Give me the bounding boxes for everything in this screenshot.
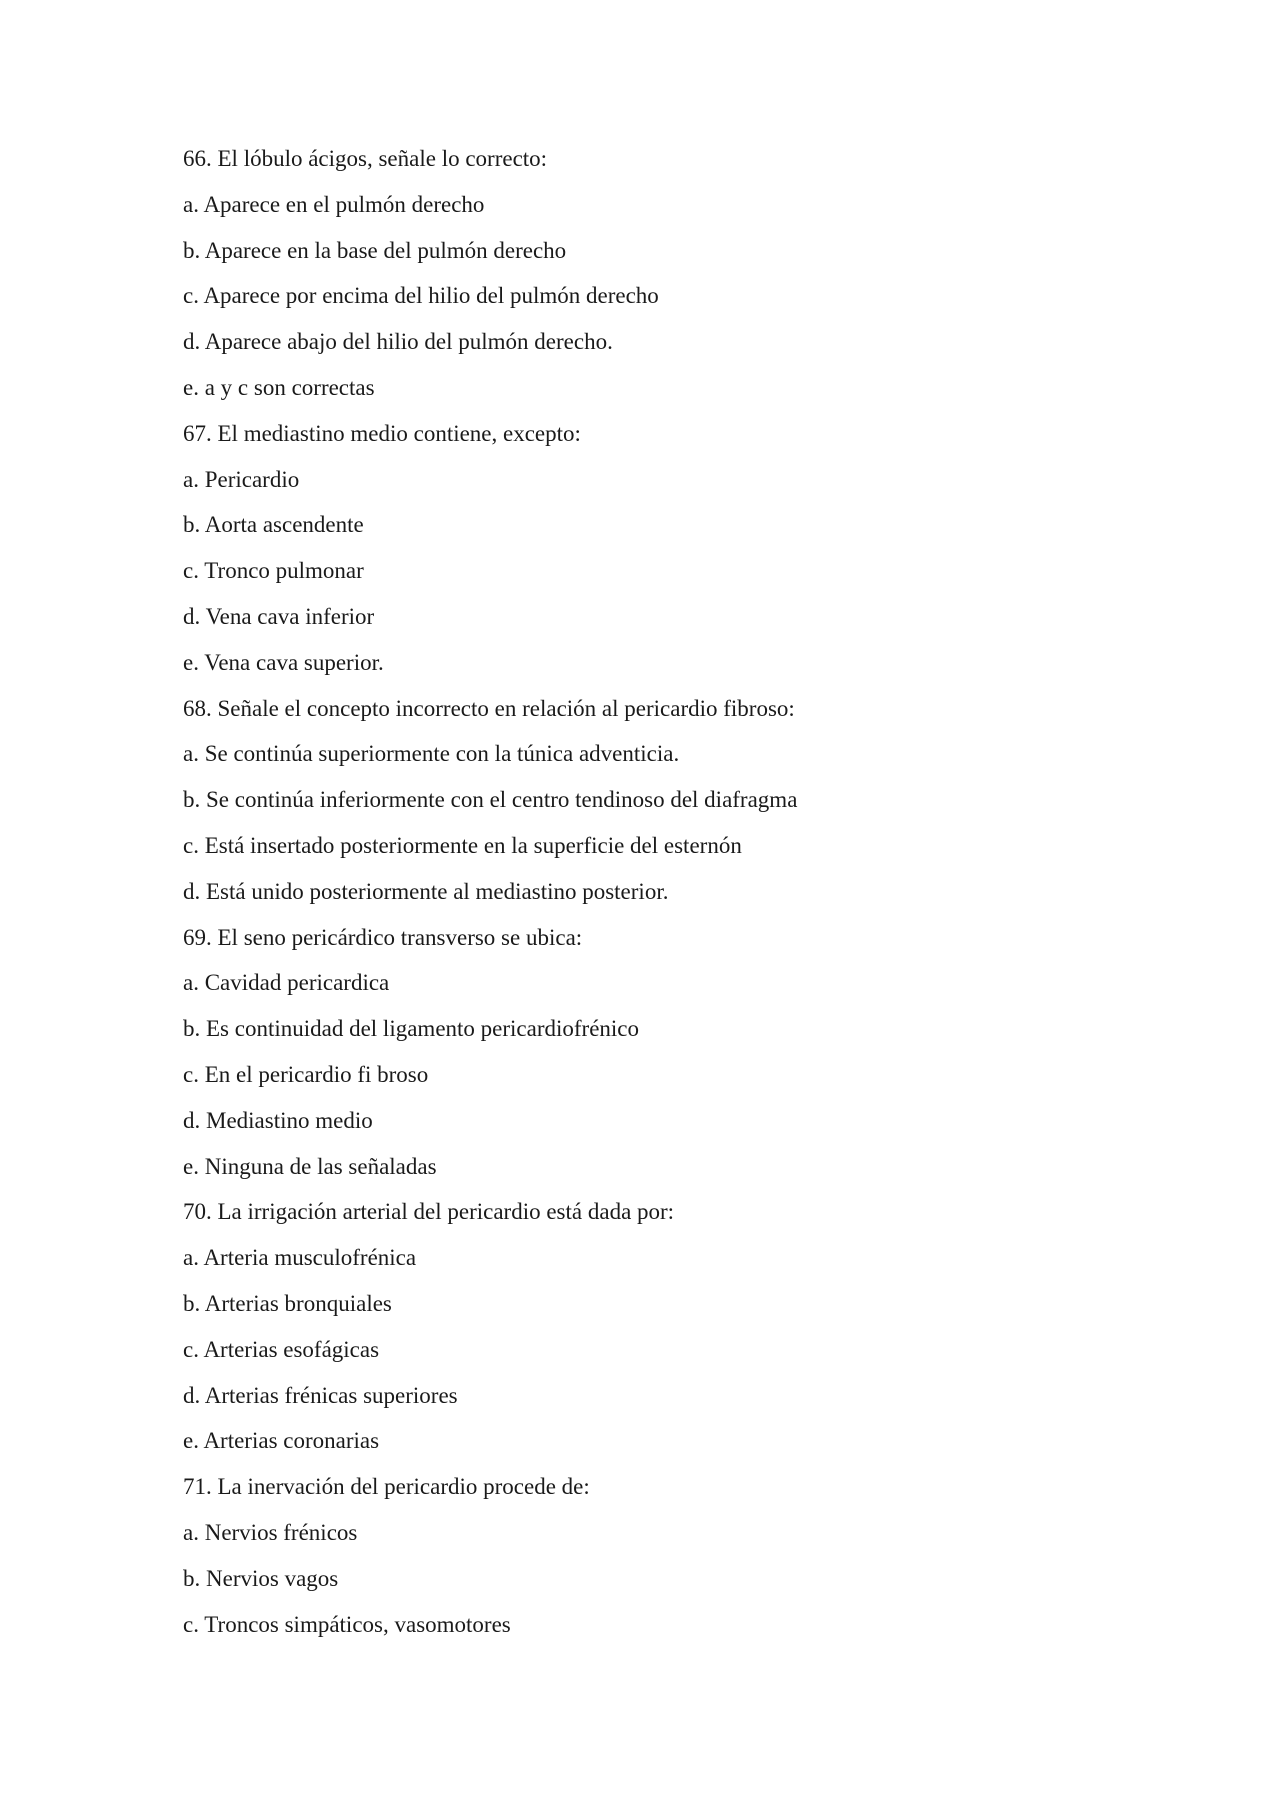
option-71-a: a. Nervios frénicos xyxy=(183,1519,358,1545)
option-67-b: b. Aorta ascendente xyxy=(183,512,364,538)
option-67-c: c. Tronco pulmonar xyxy=(183,558,364,584)
option-68-a: a. Se continúa superiormente con la túnica adventicia. xyxy=(183,741,680,767)
option-69-b: b. Es continuidad del ligamento pericardiofrénico xyxy=(183,1016,640,1042)
option-70-c: c. Arterias esofágicas xyxy=(183,1336,380,1362)
option-67-e: e. Vena cava superior. xyxy=(183,649,384,675)
option-71-c: c. Troncos simpáticos, vasomotores xyxy=(183,1611,511,1637)
option-66-b: b. Aparece en la base del pulmón derecho xyxy=(183,237,567,263)
option-69-e: e. Ninguna de las señaladas xyxy=(183,1153,437,1179)
option-66-c: c. Aparece por encima del hilio del pulmón derecho xyxy=(183,283,659,309)
option-68-b: b. Se continúa inferiormente con el centro tendinoso del diafragma xyxy=(183,787,798,813)
option-67-a: a. Pericardio xyxy=(183,466,300,492)
option-70-b: b. Arterias bronquiales xyxy=(183,1290,392,1316)
option-68-c: c. Está insertado posteriormente en la superficie del esternón xyxy=(183,832,742,858)
question-list xyxy=(183,146,1183,1657)
option-71-b: b. Nervios vagos xyxy=(183,1565,339,1591)
question-66: 66. El lóbulo ácigos, señale lo correcto: xyxy=(183,146,548,171)
question-68: 68. Señale el concepto incorrecto en relación al pericardio fibroso: xyxy=(183,695,795,721)
option-69-a: a. Cavidad pericardica xyxy=(183,970,390,996)
question-69: 69. El seno pericárdico transverso se ubica: xyxy=(183,924,583,950)
question-67: 67. El mediastino medio contiene, excepto: xyxy=(183,420,581,446)
question-70: 70. La irrigación arterial del pericardio está dada por: xyxy=(183,1199,675,1225)
option-70-e: e. Arterias coronarias xyxy=(183,1428,380,1454)
option-68-d: d. Está unido posteriormente al mediastino posterior. xyxy=(183,878,669,904)
option-67-d: d. Vena cava inferior xyxy=(183,603,375,629)
option-70-d: d. Arterias frénicas superiores xyxy=(183,1382,458,1408)
option-66-e: e. a y c son correctas xyxy=(183,374,375,400)
option-66-a: a. Aparece en el pulmón derecho xyxy=(183,191,485,217)
option-70-a: a. Arteria musculofrénica xyxy=(183,1245,417,1271)
option-69-d: d. Mediastino medio xyxy=(183,1107,373,1133)
question-71: 71. La inervación del pericardio procede de: xyxy=(183,1474,590,1500)
option-66-d: d. Aparece abajo del hilio del pulmón derecho. xyxy=(183,329,613,355)
option-69-c: c. En el pericardio fi broso xyxy=(183,1061,429,1087)
